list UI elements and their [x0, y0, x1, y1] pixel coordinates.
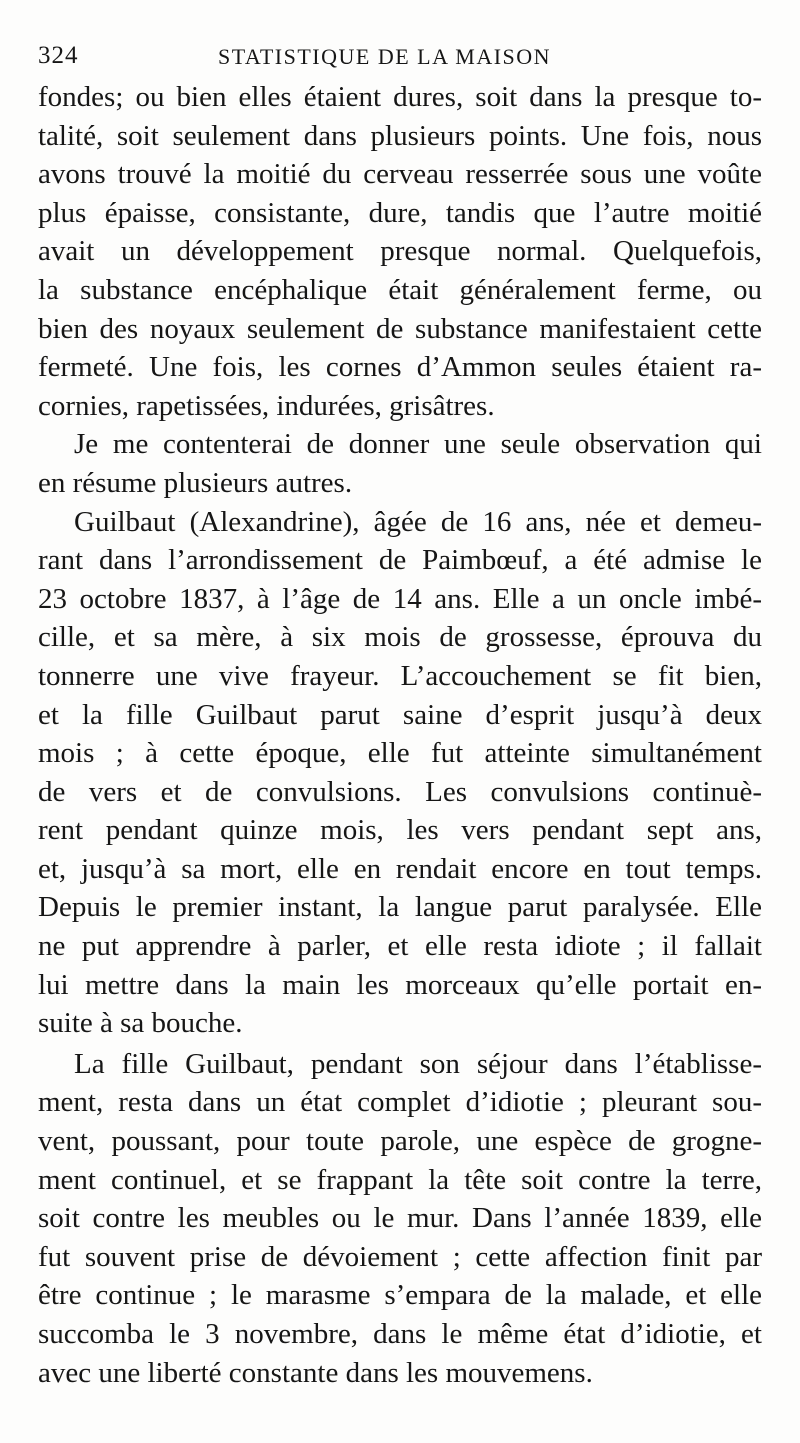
text-line: tonnerre une vive frayeur. L’accouchement se fit bien, — [38, 659, 762, 692]
text-line: rant dans l’arrondissement de Paimbœuf, a été admise le — [38, 544, 762, 577]
text-line: 23 octobre 1837, à l’âge de 14 ans. Elle a un oncle imbé- — [38, 582, 762, 615]
text-line: Je me contenterai de donner une seule observation qui — [74, 428, 762, 461]
text-line: ne put apprendre à parler, et elle resta idiote ; il fallait — [38, 930, 762, 963]
paragraph-3 — [38, 503, 762, 1043]
text-line: vent, poussant, pour toute parole, une espèce de grogne- — [38, 1125, 762, 1158]
text-line: ment continuel, et se frappant la tête soit contre la terre, — [38, 1163, 762, 1196]
text-line: succomba le 3 novembre, dans le même état d’idiotie, et — [38, 1318, 762, 1350]
text-line: la substance encéphalique était généralement ferme, ou — [38, 273, 762, 306]
text-line: être continue ; le marasme s’empara de la malade, et elle — [38, 1279, 762, 1312]
text-line: soit contre les meubles ou le mur. Dans l’année 1839, elle — [38, 1202, 762, 1235]
running-head — [38, 38, 768, 78]
text-line: plus épaisse, consistante, dure, tandis que l’autre moitié — [38, 196, 762, 229]
text-line: avons trouvé la moitié du cerveau resserrée sous une voûte — [38, 158, 762, 191]
text-line: rent pendant quinze mois, les vers pendant sept ans, — [38, 814, 762, 847]
paragraph-1 — [38, 78, 762, 425]
text-line: talité, soit seulement dans plusieurs points. Une fois, nous — [38, 119, 762, 152]
body-text — [38, 78, 762, 1392]
text-line: La fille Guilbaut, pendant son séjour dans l’établisse- — [74, 1047, 762, 1080]
paragraph-4 — [38, 1045, 762, 1392]
text-line: suite à sa bouche. — [38, 1007, 243, 1040]
text-line: ment, resta dans un état complet d’idiotie ; pleurant sou- — [38, 1086, 762, 1119]
text-line: lui mettre dans la main les morceaux qu’elle portait en- — [38, 968, 762, 1001]
text-line: fut souvent prise de dévoiement ; cette affection finit par — [38, 1240, 762, 1273]
paragraph-2 — [38, 425, 762, 502]
text-line: en résume plusieurs autres. — [38, 466, 353, 499]
text-line: bien des noyaux seulement de substance manifestaient cette — [38, 312, 762, 345]
text-line: fermeté. Une fois, les cornes d’Ammon seules étaient ra- — [38, 351, 762, 384]
text-line: avait un développement presque normal. Quelquefois, — [38, 235, 762, 268]
text-line: Guilbaut (Alexandrine), âgée de 16 ans, née et demeu- — [74, 505, 762, 538]
text-line: de vers et de convulsions. Les convulsions continuè- — [38, 775, 762, 808]
text-line: mois ; à cette époque, elle fut atteinte simultanément — [38, 737, 762, 770]
page-number: 324 — [38, 42, 79, 69]
text-line: cornies, rapetissées, indurées, grisâtres. — [38, 389, 495, 422]
text-line: avec une liberté constante dans les mouvemens. — [38, 1356, 593, 1389]
text-line: et, jusqu’à sa mort, elle en rendait encore en tout temps. — [38, 852, 762, 885]
text-line: fondes; ou bien elles étaient dures, soit dans la presque to- — [38, 81, 762, 113]
running-title: STATISTIQUE DE LA MAISON — [218, 44, 552, 69]
text-line: cille, et sa mère, à six mois de grossesse, éprouva du — [38, 621, 762, 654]
text-line: et la fille Guilbaut parut saine d’esprit jusqu’à deux — [38, 698, 762, 731]
text-line: Depuis le premier instant, la langue parut paralysée. Elle — [38, 891, 762, 924]
